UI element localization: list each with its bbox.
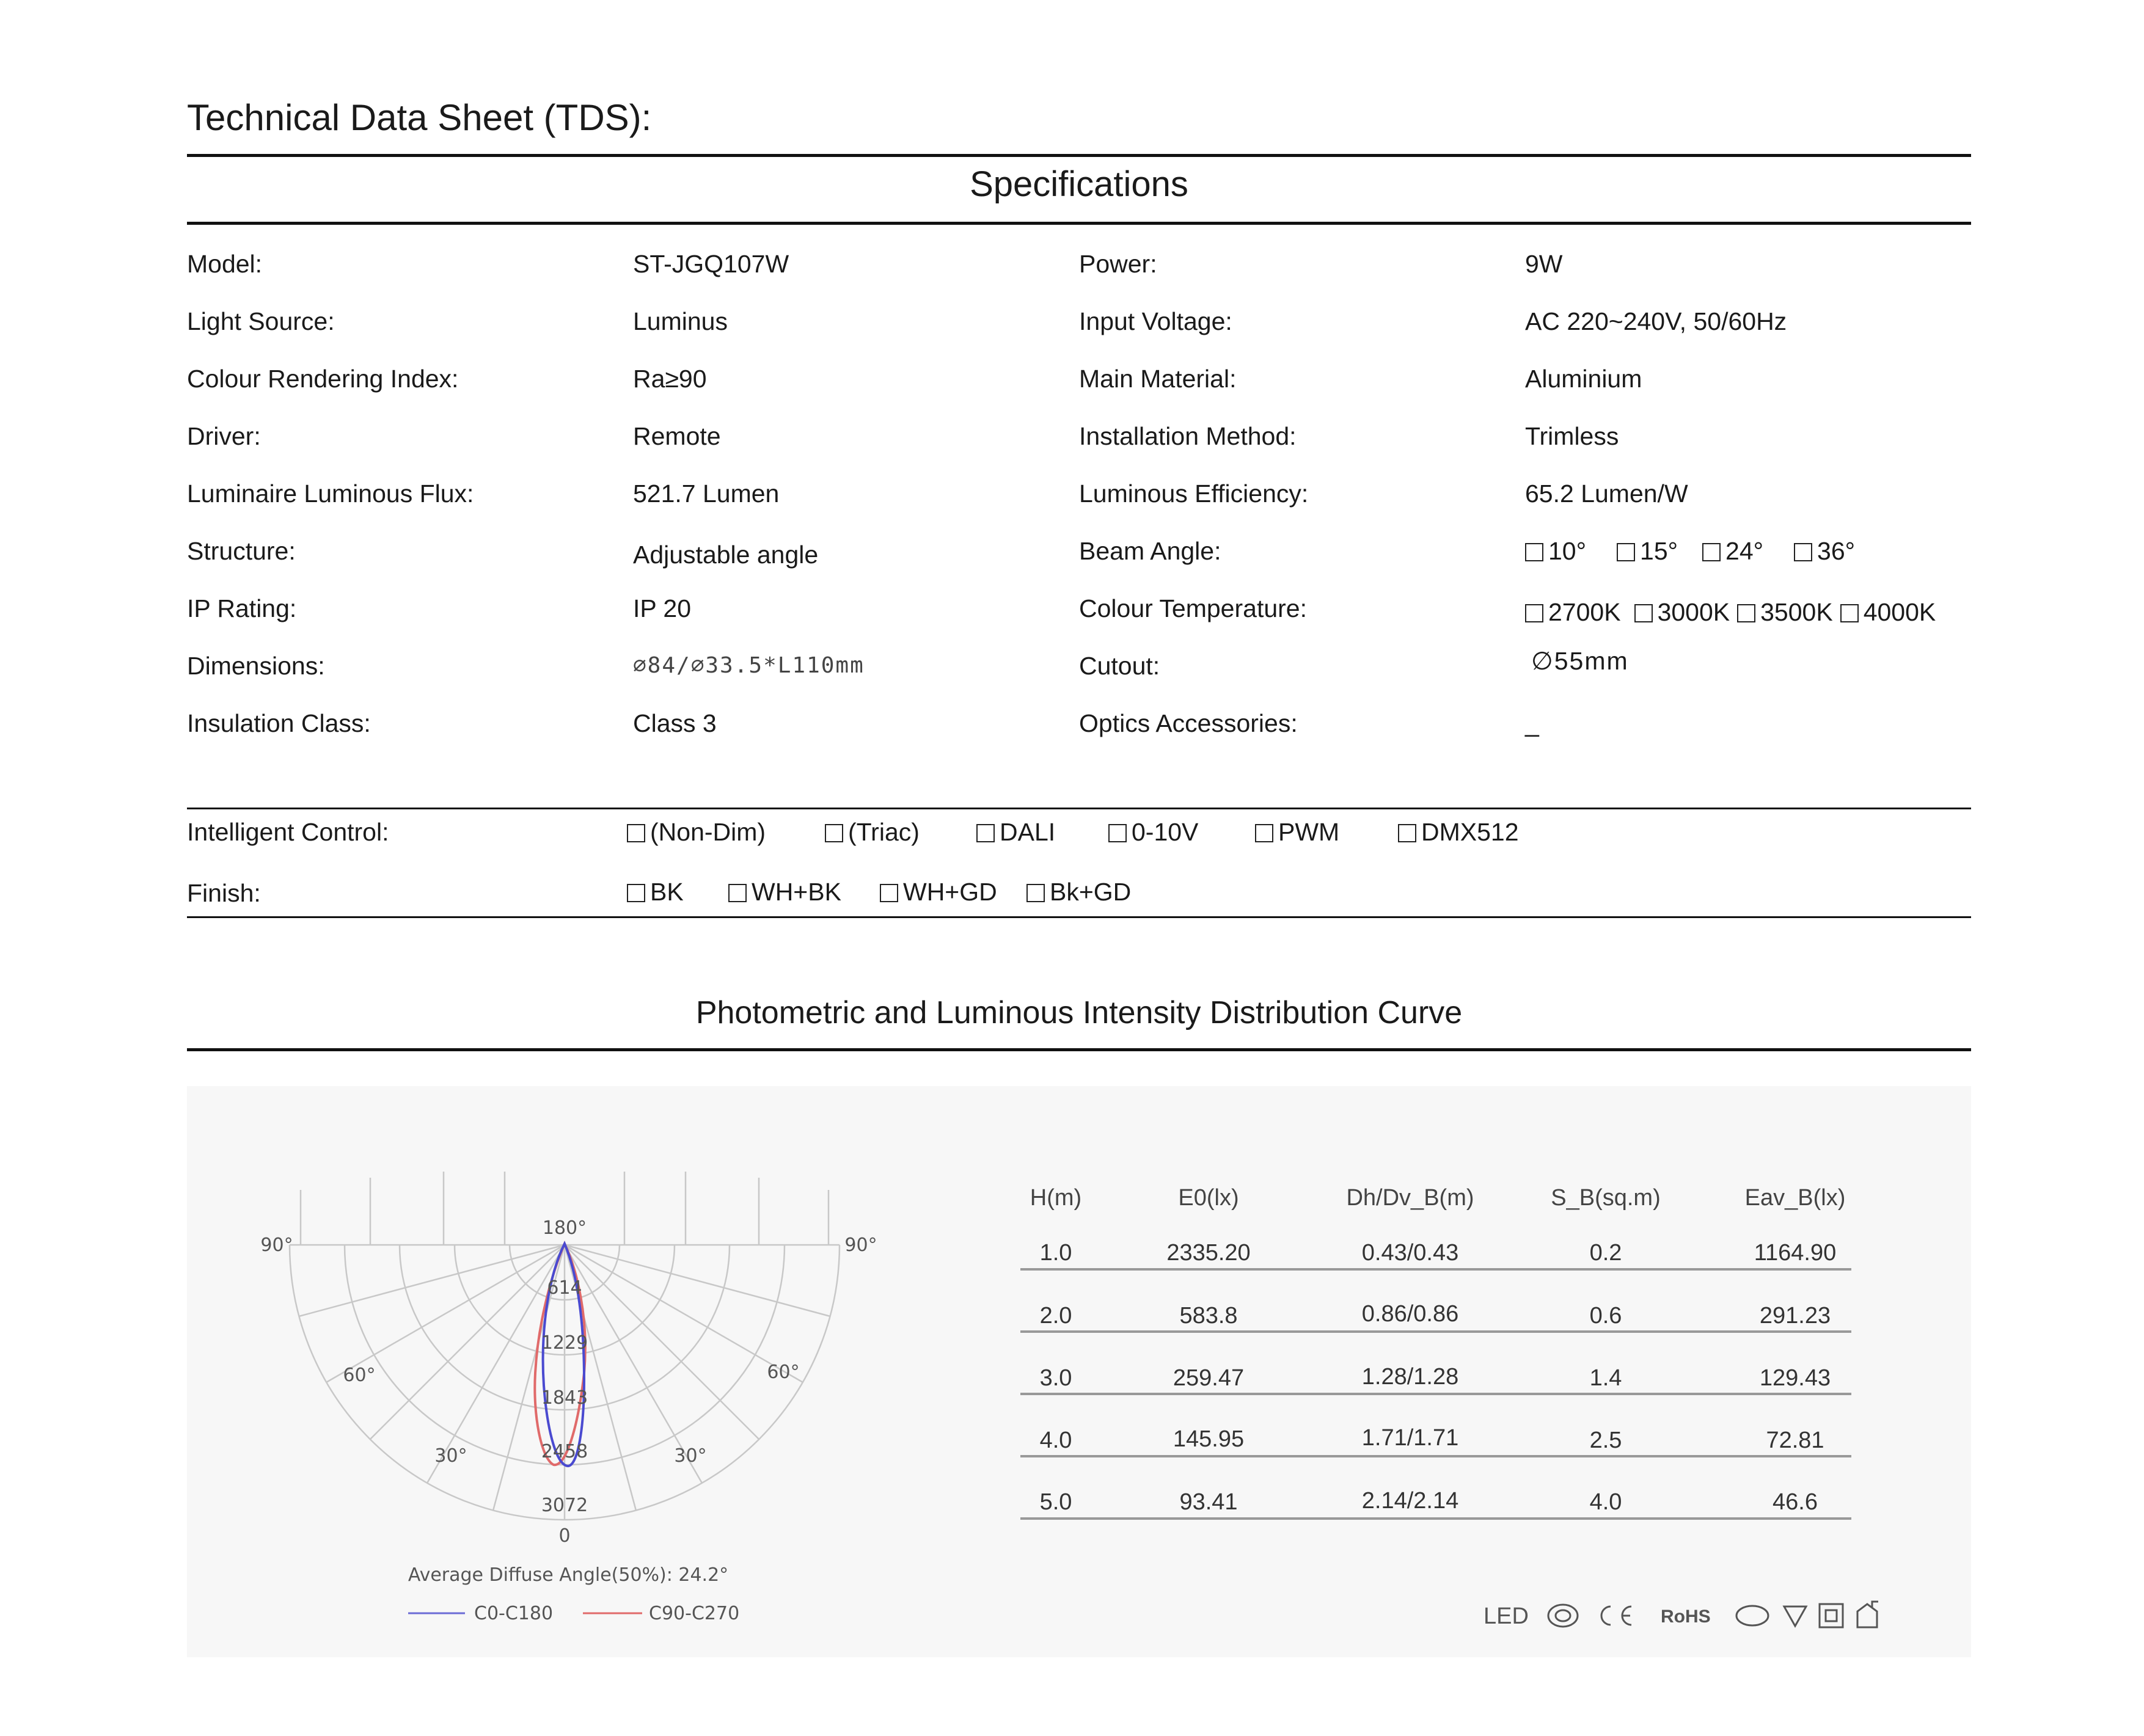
checkbox[interactable]: [976, 824, 995, 842]
control-option-non-dim[interactable]: (Non-Dim): [627, 817, 766, 847]
checkbox[interactable]: [1026, 884, 1045, 902]
angle-label-180: 180°: [542, 1217, 587, 1239]
spec-value: 65.2 Lumen/W: [1525, 480, 1688, 508]
checkbox[interactable]: [1525, 543, 1543, 561]
spec-label: Insulation Class:: [187, 709, 371, 737]
table-cell: 2.5: [1589, 1428, 1622, 1453]
diffuse-angle-caption: Average Diffuse Angle(50%): 24.2°: [408, 1564, 729, 1586]
table-row-divider: [1020, 1330, 1851, 1333]
table-cell: 1.4: [1589, 1365, 1622, 1391]
spec-label: Main Material:: [1079, 365, 1237, 393]
control-option-dmx512[interactable]: DMX512: [1398, 817, 1519, 847]
finish-option-bk[interactable]: BK: [627, 877, 684, 906]
ccc-icon: [1548, 1605, 1578, 1627]
spec-label: Driver:: [187, 422, 261, 450]
spec-value: IP 20: [633, 594, 691, 622]
spec-label: Colour Rendering Index:: [187, 365, 459, 393]
table-cell: 129.43: [1759, 1365, 1831, 1391]
spec-label: Structure:: [187, 537, 296, 565]
angle-label-30-left: 30°: [434, 1445, 467, 1467]
checkbox[interactable]: [1108, 824, 1127, 842]
checkbox[interactable]: [1617, 543, 1635, 561]
checkbox[interactable]: [728, 884, 747, 902]
table-cell: 1164.90: [1754, 1240, 1837, 1266]
spec-label: Luminaire Luminous Flux:: [187, 480, 474, 508]
table-cell: 4.0: [1039, 1428, 1072, 1453]
checkbox[interactable]: [825, 824, 843, 842]
angle-label-90-right: 90°: [844, 1235, 877, 1256]
checkbox[interactable]: [1398, 824, 1416, 842]
table-header: Dh/Dv_B(m): [1346, 1185, 1474, 1211]
radial-label: 1229: [541, 1332, 588, 1354]
angle-label-0: 0: [558, 1525, 571, 1547]
beam-angle-option[interactable]: 15°: [1617, 537, 1678, 565]
spec-value: AC 220~240V, 50/60Hz: [1525, 307, 1787, 335]
triangle-mark-icon: [1784, 1607, 1806, 1626]
checkbox[interactable]: [1525, 604, 1543, 622]
page-title: Technical Data Sheet (TDS):: [187, 97, 652, 138]
table-cell: 291.23: [1759, 1303, 1831, 1329]
spec-value: Aluminium: [1525, 365, 1642, 393]
colour-temp-options: [1525, 597, 1936, 627]
beam-angle-options: [1525, 536, 1855, 566]
table-cell: 145.95: [1173, 1426, 1245, 1452]
indoor-use-icon: [1857, 1602, 1878, 1627]
table-cell: 2.14/2.14: [1361, 1488, 1459, 1514]
specifications-divider: [187, 222, 1971, 225]
angle-label-30-right: 30°: [674, 1445, 707, 1467]
checkbox[interactable]: [1794, 543, 1812, 561]
spec-label: Optics Accessories:: [1079, 709, 1298, 737]
table-header: Eav_B(lx): [1744, 1185, 1846, 1211]
table-cell: 1.28/1.28: [1361, 1364, 1459, 1390]
checkbox[interactable]: [627, 884, 645, 902]
rohs-mark: RoHS: [1661, 1607, 1711, 1627]
beam-angle-option[interactable]: 36°: [1794, 537, 1855, 565]
spec-value: Luminus: [633, 307, 728, 335]
radial-label: 1843: [541, 1387, 588, 1409]
spec-label: Luminous Efficiency:: [1079, 480, 1309, 508]
angle-label-60-left: 60°: [343, 1365, 376, 1386]
spec-value: Adjustable angle: [633, 541, 819, 569]
spec-label: IP Rating:: [187, 594, 297, 622]
checkbox[interactable]: [627, 824, 645, 842]
spec-label: Power:: [1079, 250, 1157, 278]
finish-option-wh-bk[interactable]: WH+BK: [728, 877, 841, 906]
finish-option-bk-gd[interactable]: Bk+GD: [1026, 877, 1131, 906]
legend-label-c0-c180: C0-C180: [474, 1603, 554, 1624]
spec-label: Beam Angle:: [1079, 537, 1221, 565]
spec-value: Ra≥90: [633, 365, 707, 393]
double-square-icon: [1820, 1604, 1843, 1627]
table-cell: 1.71/1.71: [1361, 1425, 1459, 1451]
spec-value: Trimless: [1525, 422, 1619, 450]
spec-label: Colour Temperature:: [1079, 594, 1307, 622]
beam-angle-option[interactable]: 10°: [1525, 537, 1586, 565]
control-option-0-10v[interactable]: 0-10V: [1108, 817, 1198, 847]
table-row-divider: [1020, 1517, 1851, 1520]
angle-label-90-left: 90°: [260, 1235, 293, 1256]
photometric-heading: Photometric and Luminous Intensity Distribution Curve: [695, 995, 1463, 1030]
checkbox[interactable]: [880, 884, 898, 902]
table-row-divider: [1020, 1393, 1851, 1395]
table-row-divider: [1020, 1455, 1851, 1457]
colour-temp-option[interactable]: 3000K: [1634, 598, 1730, 626]
table-header: E0(lx): [1178, 1185, 1239, 1211]
spec-value: _: [1525, 709, 1539, 737]
table-cell: 0.86/0.86: [1361, 1301, 1459, 1327]
spec-value: 521.7 Lumen: [633, 480, 780, 508]
ccc-inner-icon: [1556, 1610, 1570, 1621]
colour-temp-option[interactable]: 3500K: [1737, 598, 1833, 626]
spec-value: ST-JGQ107W: [633, 250, 789, 278]
spec-label: Input Voltage:: [1079, 307, 1232, 335]
table-cell: 2.0: [1039, 1303, 1072, 1329]
photometric-divider: [187, 1048, 1971, 1051]
radial-label: 614: [547, 1277, 582, 1299]
checkbox[interactable]: [1634, 604, 1653, 622]
table-cell: 0.6: [1589, 1303, 1622, 1329]
spec-value: ∅84/∅33.5*L110mm: [633, 653, 865, 678]
table-cell: 72.81: [1766, 1428, 1824, 1453]
table-cell: 0.43/0.43: [1361, 1240, 1459, 1266]
control-option-dali[interactable]: DALI: [976, 817, 1055, 847]
spec-label: Model:: [187, 250, 263, 278]
spec-label: Cutout:: [1079, 652, 1160, 680]
specifications-heading: Specifications: [970, 164, 1188, 204]
table-cell: 5.0: [1039, 1489, 1072, 1515]
table-header: S_B(sq.m): [1551, 1185, 1661, 1211]
radial-label: 2458: [541, 1441, 588, 1462]
legend-label-c90-c270: C90-C270: [649, 1603, 740, 1624]
spec-value: 9W: [1525, 250, 1563, 278]
table-cell: 583.8: [1179, 1303, 1238, 1329]
ce-c-icon: [1601, 1607, 1611, 1625]
table-cell: 0.2: [1589, 1240, 1622, 1266]
finish-option-wh-gd[interactable]: WH+GD: [880, 877, 997, 906]
colour-temp-option[interactable]: 2700K: [1525, 598, 1621, 626]
certification-marks: [1484, 1600, 1887, 1631]
intelligent-control-label: Intelligent Control:: [187, 818, 389, 846]
certification-icons: [1545, 1600, 1887, 1631]
table-cell: 46.6: [1773, 1489, 1818, 1515]
options-divider-bottom: [187, 916, 1971, 918]
checkbox[interactable]: [1255, 824, 1273, 842]
ce-e-icon: [1622, 1607, 1631, 1625]
polar-distribution-diagram: [187, 1086, 981, 1657]
radial-label: 3072: [541, 1495, 588, 1516]
table-cell: 3.0: [1039, 1365, 1072, 1391]
table-header: H(m): [1030, 1185, 1082, 1211]
spec-value: Remote: [633, 422, 721, 450]
table-cell: 259.47: [1173, 1365, 1245, 1391]
control-option-pwm[interactable]: PWM: [1255, 817, 1339, 847]
title-divider: [187, 154, 1971, 157]
checkbox[interactable]: [1702, 543, 1721, 561]
table-row-divider: [1020, 1268, 1851, 1271]
table-cell: 2335.20: [1166, 1240, 1251, 1266]
control-option-triac[interactable]: (Triac): [825, 817, 920, 847]
checkbox[interactable]: [1737, 604, 1755, 622]
cqc-icon: [1736, 1606, 1768, 1625]
beam-angle-option[interactable]: 24°: [1702, 537, 1763, 565]
led-mark: LED: [1484, 1603, 1529, 1629]
spec-label: Installation Method:: [1079, 422, 1297, 450]
options-divider-top: [187, 808, 1971, 809]
table-cell: 1.0: [1039, 1240, 1072, 1266]
spec-value: Class 3: [633, 709, 717, 737]
spec-value: ∅55mm: [1531, 647, 1629, 675]
angle-label-60-right: 60°: [767, 1362, 800, 1383]
colour-temp-option[interactable]: 4000K: [1840, 598, 1936, 626]
table-cell: 93.41: [1179, 1489, 1238, 1515]
finish-label: Finish:: [187, 879, 261, 907]
spec-label: Dimensions:: [187, 652, 325, 680]
spec-label: Light Source:: [187, 307, 335, 335]
checkbox[interactable]: [1840, 604, 1859, 622]
table-cell: 4.0: [1589, 1489, 1622, 1515]
